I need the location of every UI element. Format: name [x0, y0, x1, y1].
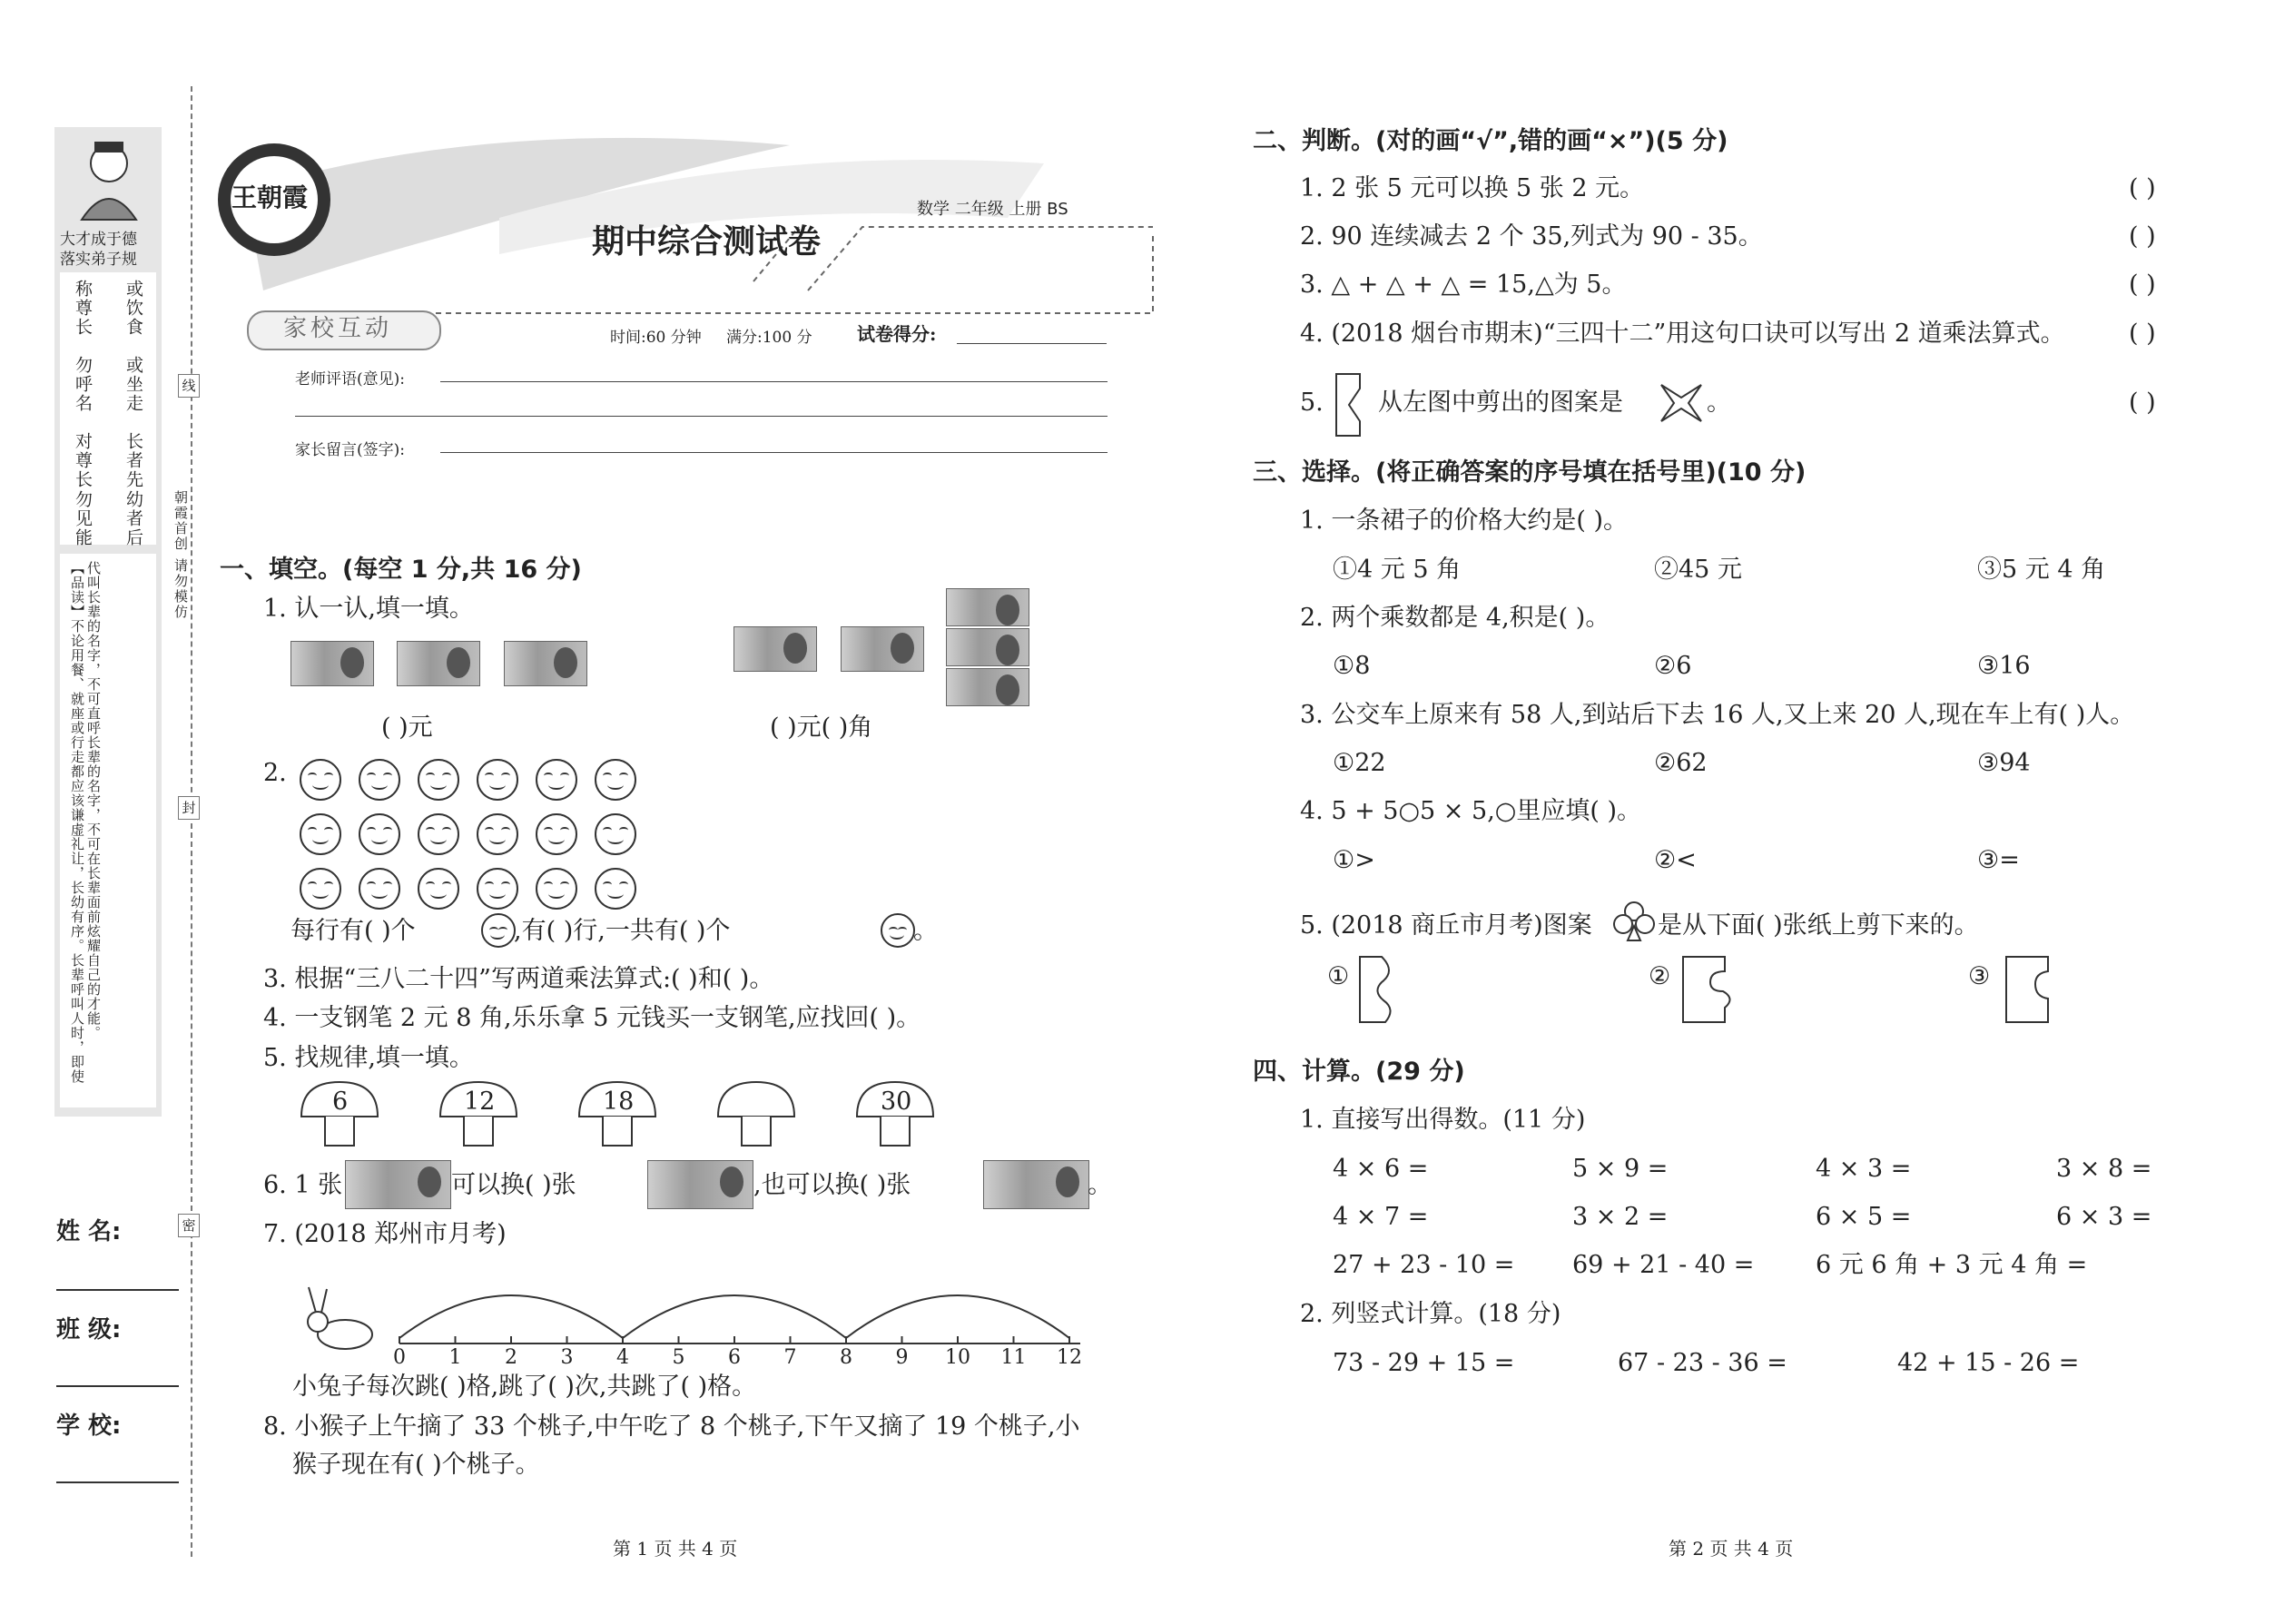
banknote-image — [397, 641, 480, 686]
smiley-icon — [418, 868, 459, 910]
section-calc: 四、计算。(29 分) — [1253, 1058, 1465, 1086]
cut-pattern-icon — [1658, 379, 1705, 427]
calc-item[interactable]: 6 × 5 = — [1816, 1203, 1912, 1231]
calc-item[interactable]: 69 + 21 - 40 = — [1572, 1251, 1755, 1279]
name-line[interactable] — [56, 1289, 179, 1291]
smiley-icon — [477, 813, 518, 855]
choice-option: ②< — [1654, 846, 1697, 874]
smiley-icon — [881, 913, 915, 948]
number-line-label: 12 — [1057, 1346, 1082, 1369]
jump-arc — [846, 1295, 1069, 1338]
verse-col: 称尊长 — [73, 280, 93, 337]
choice-option: ① — [1327, 962, 1350, 990]
q6-text[interactable]: 可以换( )张 — [451, 1171, 576, 1199]
calc-item[interactable]: 4 × 7 = — [1333, 1203, 1429, 1231]
section-fill-blank: 一、填空。(每空 1 分,共 16 分) — [220, 556, 582, 584]
q7-text: 7. (2018 郑州市月考) — [263, 1220, 507, 1248]
banknote-image — [946, 588, 1029, 626]
choice-option: ③94 — [1977, 749, 2031, 777]
q2-text: 。 — [913, 917, 938, 945]
mushroom-icon — [714, 1078, 798, 1151]
smiley-icon — [359, 759, 400, 801]
number-line-label: 4 — [616, 1346, 629, 1369]
q8-text: 8. 小猴子上午摘了 33 个桃子,中午吃了 8 个桃子,下午又摘了 19 个桃子,小 — [263, 1412, 1080, 1441]
calc-subtitle: 2. 列竖式计算。(18 分) — [1300, 1300, 1561, 1328]
judge-item: 4. (2018 烟台市期末)“三四十二”用这句口诀可以写出 2 道乘法算式。 — [1300, 320, 2065, 348]
smiley-icon — [300, 759, 341, 801]
calc-item[interactable]: 3 × 2 = — [1572, 1203, 1669, 1231]
mushroom-number: 30 — [881, 1088, 912, 1116]
school-label: 学 校: — [56, 1412, 122, 1440]
q6-text[interactable]: ,也可以换( )张 — [753, 1171, 911, 1199]
page-footer-1: 第 1 页 共 4 页 — [613, 1538, 738, 1560]
q2-text[interactable]: ,有( )行,一共有( )个 — [514, 917, 731, 945]
number-line — [290, 1262, 1117, 1371]
number-line-label: 1 — [448, 1346, 462, 1369]
jump-arc — [399, 1295, 623, 1338]
banknote-image — [504, 641, 587, 686]
teacher-comment-line[interactable] — [440, 381, 1108, 382]
club-pattern-icon — [1611, 899, 1657, 944]
q7-answer[interactable]: 小兔子每次跳( )格,跳了( )次,共跳了( )格。 — [292, 1373, 757, 1401]
judge-item: 2. 90 连续减去 2 个 35,列式为 90 - 35。 — [1300, 222, 1763, 251]
calc-subtitle: 1. 直接写出得数。(11 分) — [1300, 1106, 1586, 1134]
verse-col: 或饮食 — [123, 280, 143, 337]
calc-item[interactable]: 4 × 3 = — [1816, 1155, 1912, 1183]
answer-paren[interactable]: ( ) — [2129, 271, 2156, 299]
cut-mark: 线 — [178, 374, 200, 398]
choice-question[interactable]: 1. 一条裙子的价格大约是( )。 — [1300, 507, 1628, 535]
q1-label: 1. 认一认,填一填。 — [263, 595, 474, 623]
mushroom-number: 12 — [464, 1088, 496, 1116]
choice-option: ②45 元 — [1654, 556, 1742, 584]
choice-option: ③16 — [1977, 652, 2031, 680]
smiley-icon — [418, 813, 459, 855]
choice-question[interactable]: 是从下面( )张纸上剪下来的。 — [1658, 911, 1979, 940]
choice-option: ①8 — [1333, 652, 1371, 680]
motto-top: 大才成于德 — [60, 231, 137, 249]
judge-item: 。 — [1707, 389, 1731, 417]
choice-option: ③= — [1977, 846, 2020, 874]
choice-option: ③5 元 4 角 — [1977, 556, 2106, 584]
smiley-icon — [595, 813, 636, 855]
smiley-icon — [481, 913, 516, 948]
parent-note-line[interactable] — [440, 452, 1108, 453]
smiley-icon — [300, 813, 341, 855]
smiley-icon — [300, 868, 341, 910]
choice-question[interactable]: 2. 两个乘数都是 4,积是( )。 — [1300, 604, 1610, 632]
jump-arc — [623, 1295, 846, 1338]
number-line-label: 6 — [728, 1346, 741, 1369]
judge-item: 1. 2 张 5 元可以换 5 张 2 元。 — [1300, 174, 1645, 202]
q6-text: 6. 1 张 — [263, 1171, 343, 1199]
class-label: 班 级: — [56, 1316, 122, 1343]
verse-col: 幼者后 — [123, 490, 143, 547]
banknote-image — [290, 641, 374, 686]
smiley-icon — [477, 759, 518, 801]
banknote-image — [946, 628, 1029, 666]
q2-text[interactable]: 每行有( )个 — [290, 917, 416, 945]
number-line-label: 3 — [560, 1346, 574, 1369]
name-label: 姓 名: — [56, 1218, 122, 1245]
calc-item[interactable]: 42 + 15 - 26 = — [1897, 1349, 2080, 1377]
cut-mark: 封 — [178, 796, 200, 820]
answer-paren[interactable]: ( ) — [2129, 222, 2156, 251]
banknote-image — [946, 668, 1029, 706]
banner-text: 家校互动 — [283, 315, 393, 342]
smiley-icon — [359, 813, 400, 855]
calc-item[interactable]: 67 - 23 - 36 = — [1618, 1349, 1787, 1377]
banknote-10-image — [983, 1160, 1089, 1209]
logo-text: 王朝霞 — [231, 182, 309, 212]
parent-note-label: 家长留言(签字): — [295, 441, 405, 459]
subject-meta: 数学 二年级 上册 BS — [917, 200, 1068, 219]
calc-item[interactable]: 6 元 6 角 + 3 元 4 角 = — [1816, 1251, 2088, 1279]
paper-option-icon — [1679, 953, 1743, 1026]
smiley-icon — [595, 759, 636, 801]
teacher-comment-line[interactable] — [295, 416, 1108, 417]
smiley-icon — [536, 759, 577, 801]
class-line[interactable] — [56, 1385, 179, 1387]
answer-paren[interactable]: ( ) — [2129, 174, 2156, 202]
score-label: 试卷得分: — [857, 323, 937, 345]
choice-option: ② — [1649, 962, 1671, 990]
rabbit-icon — [308, 1287, 372, 1349]
q2-label: 2. — [263, 759, 287, 787]
paper-option-icon — [1356, 953, 1411, 1026]
smiley-icon — [595, 868, 636, 910]
verse-col: 长者先 — [123, 432, 143, 489]
calc-item[interactable]: 5 × 9 = — [1572, 1155, 1669, 1183]
calc-item[interactable]: 27 + 23 - 10 = — [1333, 1251, 1515, 1279]
q1b-blank[interactable]: ( )元( )角 — [770, 714, 873, 742]
number-line-label: 8 — [840, 1346, 852, 1369]
time-limit: 时间:60 分钟 — [610, 329, 702, 347]
verse-col: 对尊长 — [73, 432, 93, 489]
verse-col: 勿见能 — [73, 490, 93, 547]
number-line-label: 11 — [1000, 1346, 1027, 1369]
banknote-image — [733, 626, 817, 672]
answer-paren[interactable]: ( ) — [2129, 320, 2156, 348]
section-judge: 二、判断。(对的画“√”,错的画“×”)(5 分) — [1253, 127, 1728, 155]
teacher-comment-label: 老师评语(意见): — [295, 370, 405, 389]
verse-col: 或坐走 — [123, 356, 143, 413]
judge-item: 从左图中剪出的图案是 — [1378, 389, 1623, 417]
calc-item[interactable]: 4 × 6 = — [1333, 1155, 1429, 1183]
number-line-label: 7 — [783, 1346, 797, 1369]
paper-option-icon — [2003, 953, 2066, 1026]
banknote-image — [841, 626, 924, 672]
choice-option: ①> — [1333, 846, 1375, 874]
verse-col: 勿呼名 — [73, 356, 93, 413]
page-footer-2: 第 2 页 共 4 页 — [1669, 1538, 1794, 1560]
choice-option: ①4 元 5 角 — [1333, 556, 1462, 584]
smiley-icon — [536, 868, 577, 910]
smiley-icon — [536, 813, 577, 855]
judge-item: 5. — [1300, 389, 1324, 417]
pindu-text: 【品读】不论用餐、就座或行走都应该谦虚礼让，长幼有序。长辈呼叫人时，即使代叫长辈的名字，不可直呼长辈的名字，不可在长辈面前炫耀自己的才能。 — [69, 561, 102, 1084]
number-line-label: 10 — [945, 1346, 970, 1369]
cut-mark: 密 — [178, 1214, 200, 1237]
choice-question: 5. (2018 商丘市月考)图案 — [1300, 911, 1592, 940]
cut-line — [191, 86, 192, 1557]
number-line-label: 9 — [895, 1346, 909, 1369]
q1a-blank[interactable]: ( )元 — [381, 714, 433, 742]
banknote-100-image — [345, 1160, 451, 1209]
smiley-icon — [418, 759, 459, 801]
brand-side-text: 朝霞首创 请勿模仿 — [172, 490, 189, 620]
calc-item[interactable]: 3 × 8 = — [2056, 1155, 2152, 1183]
section-choose: 三、选择。(将正确答案的序号填在括号里)(10 分) — [1253, 458, 1807, 487]
calc-item[interactable]: 6 × 3 = — [2056, 1203, 2152, 1231]
folded-paper-icon — [1333, 370, 1376, 439]
score-input-line[interactable] — [957, 343, 1107, 344]
full-score: 满分:100 分 — [726, 329, 812, 347]
scholar-icon — [74, 136, 143, 223]
number-line-label: 2 — [505, 1346, 517, 1369]
mushroom-number: 18 — [603, 1088, 635, 1116]
q8-text[interactable]: 猴子现在有( )个桃子。 — [292, 1451, 540, 1479]
choice-question[interactable]: 4. 5 + 5○5 × 5,○里应填( )。 — [1300, 797, 1641, 825]
q4-text[interactable]: 4. 一支钢笔 2 元 8 角,乐乐拿 5 元钱买一支钢笔,应找回( )。 — [263, 1004, 921, 1032]
smiley-icon — [359, 868, 400, 910]
choice-question[interactable]: 3. 公交车上原来有 58 人,到站后下去 16 人,又上来 20 人,现在车上有( )人。 — [1300, 701, 2135, 729]
motto-bottom: 落实弟子规 — [60, 251, 137, 269]
calc-item[interactable]: 73 - 29 + 15 = — [1333, 1349, 1515, 1377]
number-line-label: 0 — [393, 1346, 406, 1369]
school-line[interactable] — [56, 1481, 179, 1483]
q6-text: 。 — [1088, 1171, 1112, 1199]
page-title: 期中综合测试卷 — [592, 222, 822, 261]
q5-text: 5. 找规律,填一填。 — [263, 1044, 474, 1072]
smiley-icon — [477, 868, 518, 910]
banknote-50-image — [647, 1160, 753, 1209]
choice-option: ①22 — [1333, 749, 1386, 777]
choice-option: ②62 — [1654, 749, 1708, 777]
choice-option: ②6 — [1654, 652, 1692, 680]
number-line-label: 5 — [672, 1346, 685, 1369]
q3-text[interactable]: 3. 根据“三八二十四”写两道乘法算式:( )和( )。 — [263, 965, 774, 993]
sidebar-panel — [54, 127, 162, 1117]
judge-item: 3. △ + △ + △ = 15,△为 5。 — [1300, 271, 1627, 299]
mushroom-number: 6 — [332, 1088, 349, 1116]
answer-paren[interactable]: ( ) — [2129, 389, 2156, 417]
choice-option: ③ — [1968, 962, 1991, 990]
